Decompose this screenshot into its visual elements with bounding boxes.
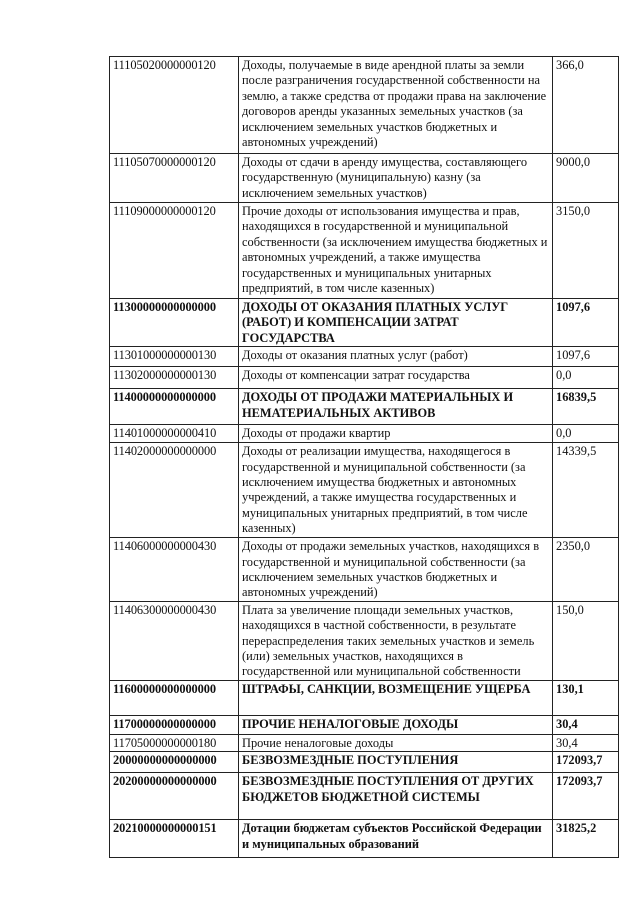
row-name: Доходы от оказания платных услуг (работ) — [239, 347, 553, 367]
row-name: Дотации бюджетам субъектов Российской Федерации и муниципальных образований — [239, 820, 553, 858]
row-name: ДОХОДЫ ОТ ПРОДАЖИ МАТЕРИАЛЬНЫХ И НЕМАТЕРИАЛЬНЫХ АКТИВОВ — [239, 389, 553, 425]
row-code: 11402000000000000 — [110, 443, 239, 538]
row-name: Плата за увеличение площади земельных участков, находящихся в частной собственности, в результате перераспределения таких земельных участков и земель (или) земельных участков, находящихся в государственной или муниципальной собственности — [239, 601, 553, 680]
table-row — [110, 715, 619, 734]
row-value: 2350,0 — [553, 538, 619, 602]
row-name: Прочие неналоговые доходы — [239, 734, 553, 751]
row-name: Прочие доходы от использования имущества и прав, находящихся в государственной и муниципальной собственности (за исключением имущества бюджетных и автономных учреждений, а также имущества государственных и муниципальных унитарных предприятий, в том числе казенных) — [239, 203, 553, 299]
row-value: 172093,7 — [553, 752, 619, 773]
row-name: ШТРАФЫ, САНКЦИИ, ВОЗМЕЩЕНИЕ УЩЕРБА — [239, 680, 553, 715]
row-value: 30,4 — [553, 734, 619, 751]
row-code: 11105070000000120 — [110, 154, 239, 203]
row-value: 150,0 — [553, 601, 619, 680]
table-row — [110, 773, 619, 820]
row-value: 30,4 — [553, 715, 619, 734]
table-row — [110, 538, 619, 602]
row-value: 0,0 — [553, 367, 619, 389]
row-value: 0,0 — [553, 425, 619, 443]
row-name: Доходы от компенсации затрат государства — [239, 367, 553, 389]
row-code: 11406000000000430 — [110, 538, 239, 602]
table-row — [110, 820, 619, 858]
row-name: ПРОЧИЕ НЕНАЛОГОВЫЕ ДОХОДЫ — [239, 715, 553, 734]
row-code: 11705000000000180 — [110, 734, 239, 751]
row-name: ДОХОДЫ ОТ ОКАЗАНИЯ ПЛАТНЫХ УСЛУГ (РАБОТ) И КОМПЕНСАЦИИ ЗАТРАТ ГОСУДАРСТВА — [239, 299, 553, 347]
row-code: 11109000000000120 — [110, 203, 239, 299]
row-name: Доходы от реализации имущества, находящегося в государственной и муниципальной собственности (за исключением имущества бюджетных и автономных учреждений, а также имущества государственных и муниципальных унитарных предприятий, в том числе казенных) — [239, 443, 553, 538]
row-value: 3150,0 — [553, 203, 619, 299]
row-value: 130,1 — [553, 680, 619, 715]
table-row — [110, 203, 619, 299]
table-row — [110, 389, 619, 425]
row-name: БЕЗВОЗМЕЗДНЫЕ ПОСТУПЛЕНИЯ ОТ ДРУГИХ БЮДЖЕТОВ БЮДЖЕТНОЙ СИСТЕМЫ — [239, 773, 553, 820]
row-code: 11700000000000000 — [110, 715, 239, 734]
table-row — [110, 680, 619, 715]
row-code: 20210000000000151 — [110, 820, 239, 858]
row-name: Доходы, получаемые в виде арендной платы за земли после разграничения государственной собственности на землю, а также средства от продажи права на заключение договоров аренды указанных земельных участков (за исключением земельных участков бюджетных и автономных учреждений) — [239, 57, 553, 154]
row-code: 11105020000000120 — [110, 57, 239, 154]
row-value: 14339,5 — [553, 443, 619, 538]
table-row — [110, 299, 619, 347]
row-code: 11301000000000130 — [110, 347, 239, 367]
row-code: 11300000000000000 — [110, 299, 239, 347]
revenue-table — [109, 56, 619, 858]
row-code: 11600000000000000 — [110, 680, 239, 715]
row-value: 16839,5 — [553, 389, 619, 425]
row-code: 11401000000000410 — [110, 425, 239, 443]
row-code: 11406300000000430 — [110, 601, 239, 680]
row-value: 9000,0 — [553, 154, 619, 203]
row-name: Доходы от продажи земельных участков, находящихся в государственной и муниципальной собственности (за исключением земельных участков бюджетных и автономных учреждений) — [239, 538, 553, 602]
row-code: 11302000000000130 — [110, 367, 239, 389]
row-name: БЕЗВОЗМЕЗДНЫЕ ПОСТУПЛЕНИЯ — [239, 752, 553, 773]
table-row — [110, 154, 619, 203]
row-value: 1097,6 — [553, 299, 619, 347]
row-value: 31825,2 — [553, 820, 619, 858]
table-row — [110, 425, 619, 443]
table-row — [110, 57, 619, 154]
row-name: Доходы от продажи квартир — [239, 425, 553, 443]
row-code: 20200000000000000 — [110, 773, 239, 820]
row-name: Доходы от сдачи в аренду имущества, составляющего государственную (муниципальную) казну (за исключением земельных участков) — [239, 154, 553, 203]
row-value: 366,0 — [553, 57, 619, 154]
table-row — [110, 752, 619, 773]
row-code: 11400000000000000 — [110, 389, 239, 425]
table-row — [110, 347, 619, 367]
row-code: 20000000000000000 — [110, 752, 239, 773]
table-row — [110, 601, 619, 680]
row-value: 172093,7 — [553, 773, 619, 820]
row-value: 1097,6 — [553, 347, 619, 367]
table-row — [110, 367, 619, 389]
table-row — [110, 443, 619, 538]
table-row — [110, 734, 619, 751]
